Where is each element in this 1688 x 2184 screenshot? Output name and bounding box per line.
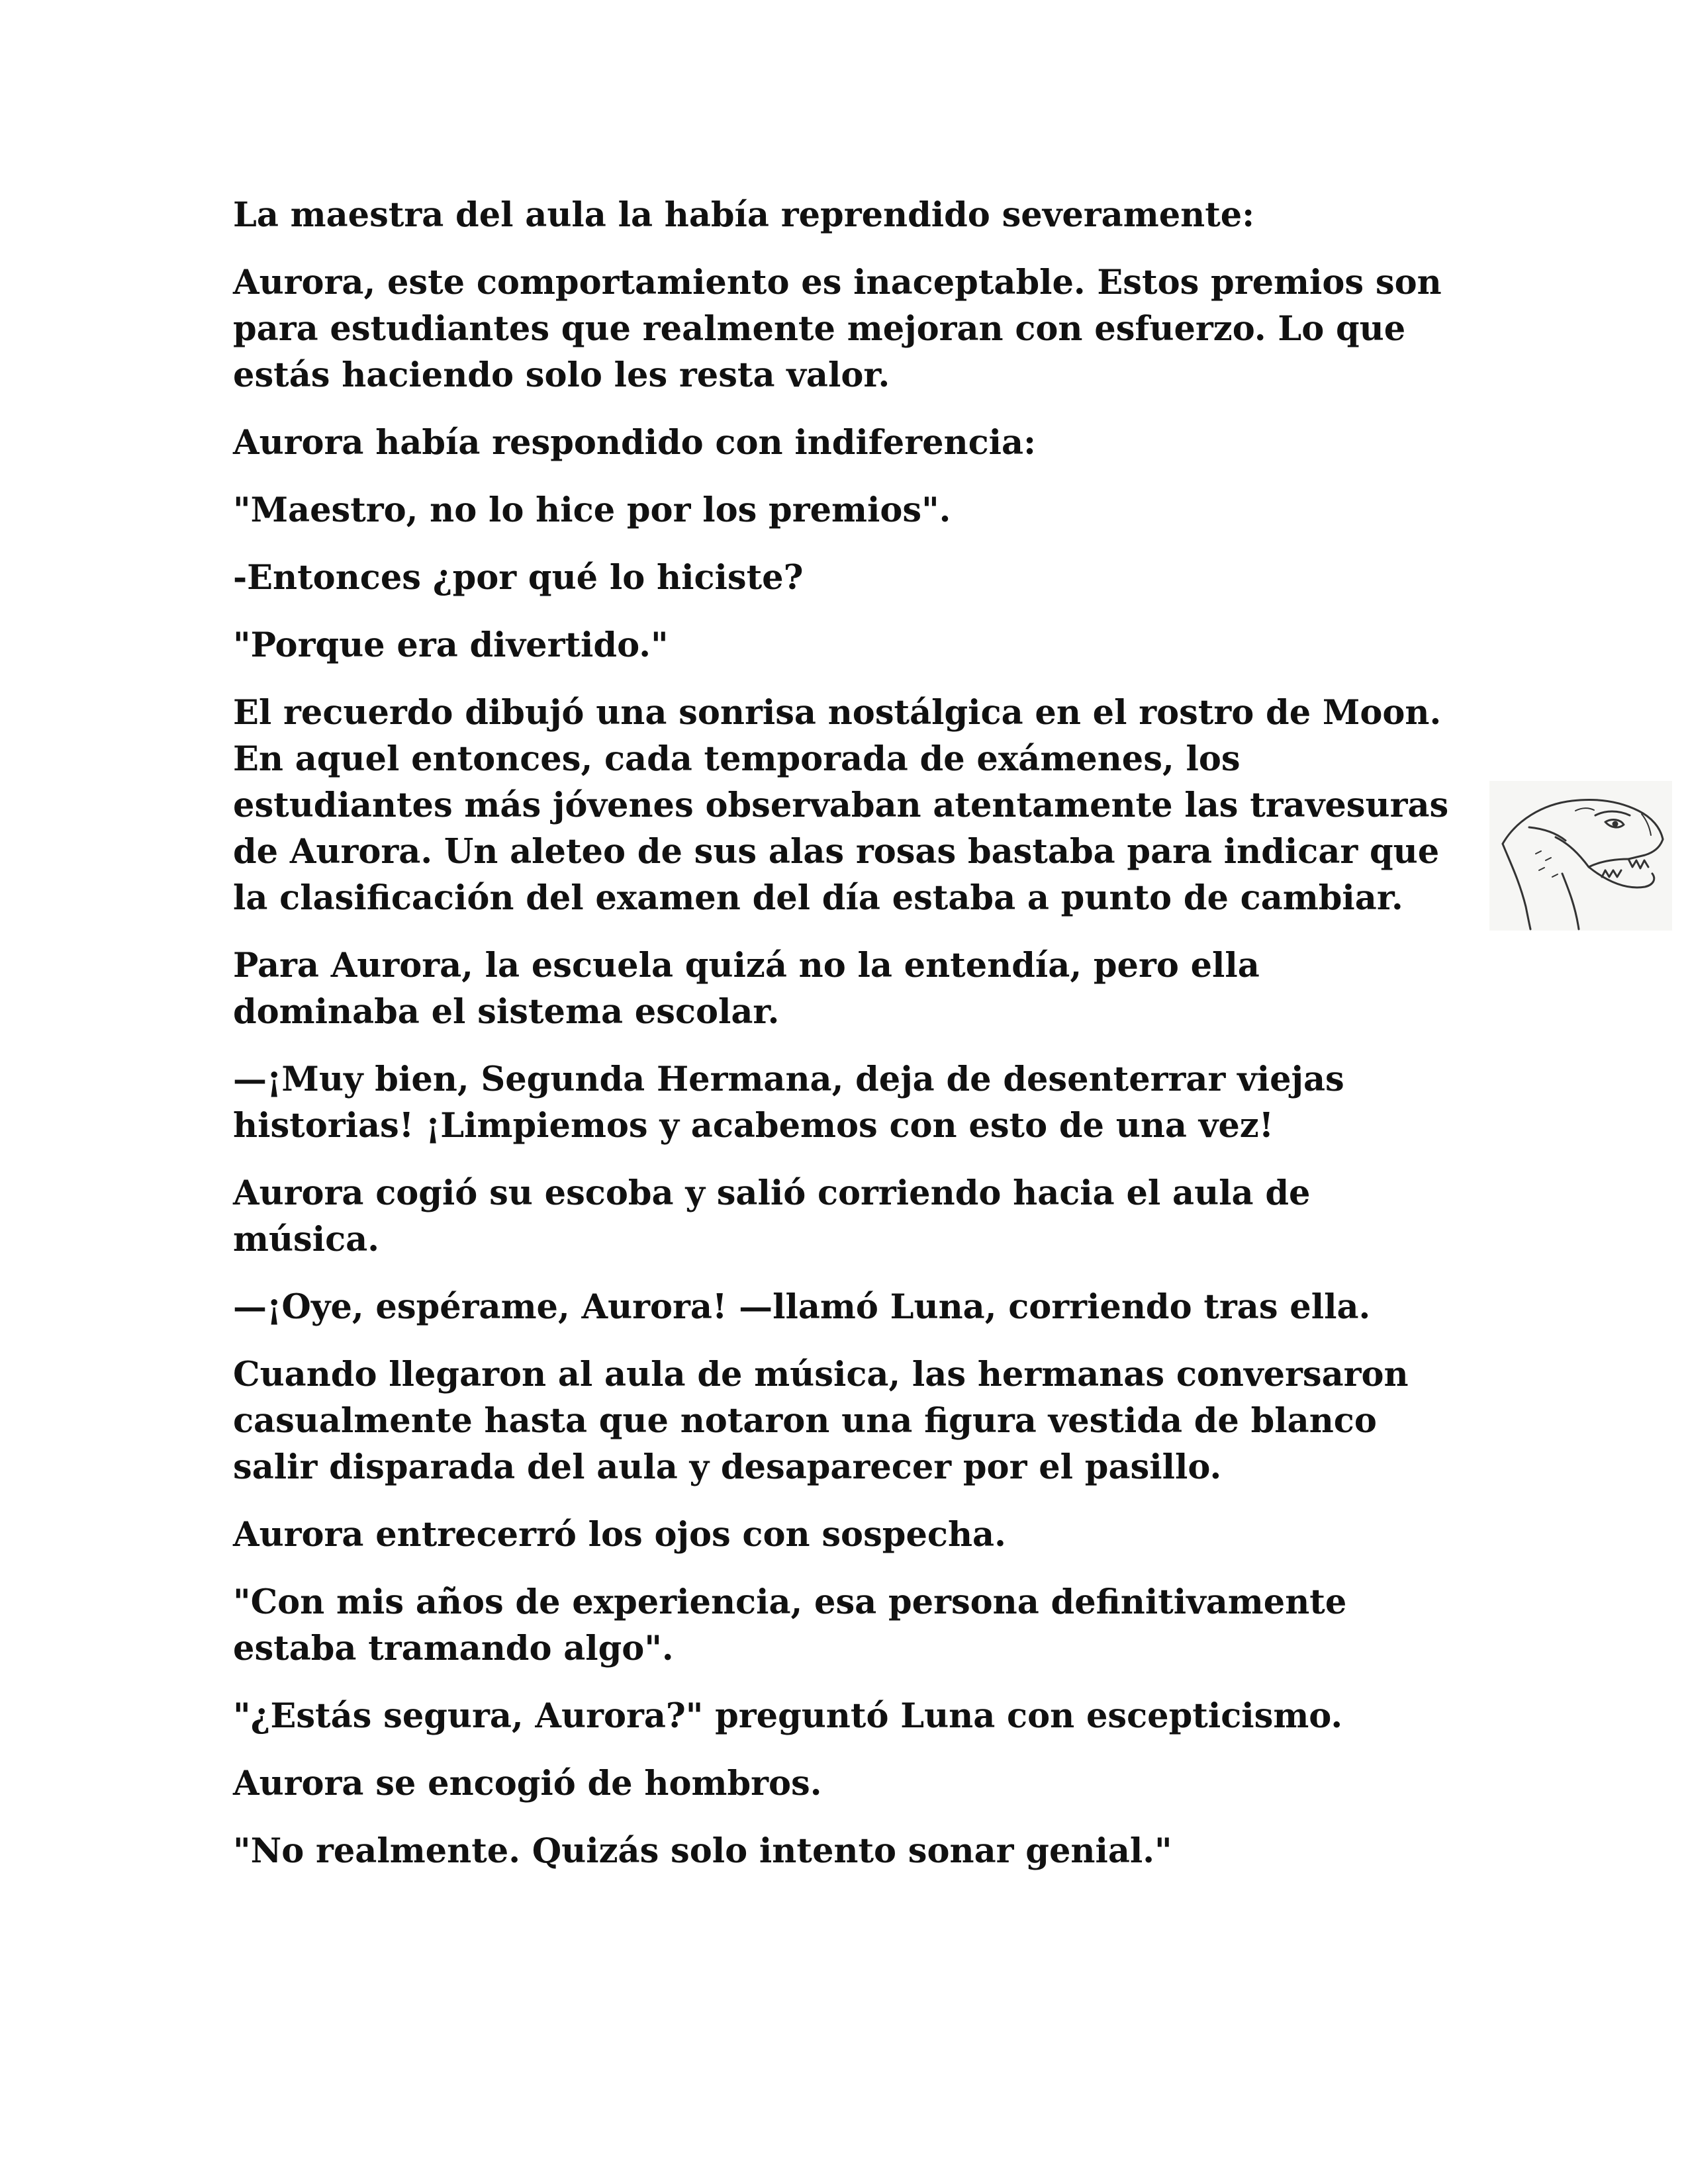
paragraph: La maestra del aula la había reprendido severamente: (233, 195, 1255, 235)
paragraph: Aurora entrecerró los ojos con sospecha. (233, 1515, 1006, 1555)
dinosaur-head-sketch-icon (1489, 781, 1672, 931)
paragraph: "¿Estás segura, Aurora?" preguntó Luna con escepticismo. (233, 1696, 1343, 1736)
story-text (233, 192, 1458, 1895)
paragraph: "Porque era divertido." (233, 625, 669, 665)
paragraph: "No realmente. Quizás solo intento sonar genial." (233, 1831, 1172, 1871)
paragraph: Cuando llegaron al aula de música, las hermanas conversaron casualmente hasta que notaron una figura vestida de blanco salir disparada del aula y desaparecer por el pasillo. (233, 1355, 1409, 1487)
paragraph: El recuerdo dibujó una sonrisa nostálgica en el rostro de Moon. En aquel entonces, cada temporada de exámenes, los estudiantes más jóvenes observaban atentamente las travesuras de Aurora. Un aleteo de sus alas rosas bastaba para indicar que la clasificación del examen del día estaba a punto de cambiar. (233, 693, 1449, 918)
paragraph: -Entonces ¿por qué lo hiciste? (233, 558, 804, 598)
paragraph: Aurora se encogió de hombros. (233, 1764, 822, 1803)
paragraph: Aurora había respondido con indiferencia: (233, 423, 1036, 463)
paragraph: Para Aurora, la escuela quizá no la entendía, pero ella dominaba el sistema escolar. (233, 946, 1260, 1032)
paragraph: Aurora, este comportamiento es inaceptable. Estos premios son para estudiantes que realmente mejoran con esfuerzo. Lo que estás haciendo solo les resta valor. (233, 263, 1442, 395)
paragraph: —¡Oye, espérame, Aurora! —llamó Luna, corriendo tras ella. (233, 1287, 1371, 1327)
paragraph: "Maestro, no lo hice por los premios". (233, 490, 951, 530)
paragraph: —¡Muy bien, Segunda Hermana, deja de desenterrar viejas historias! ¡Limpiemos y acabemos con esto de una vez! (233, 1060, 1344, 1146)
paragraph: Aurora cogió su escoba y salió corriendo hacia el aula de música. (233, 1173, 1311, 1259)
paragraph: "Con mis años de experiencia, esa persona definitivamente estaba tramando algo". (233, 1582, 1347, 1668)
